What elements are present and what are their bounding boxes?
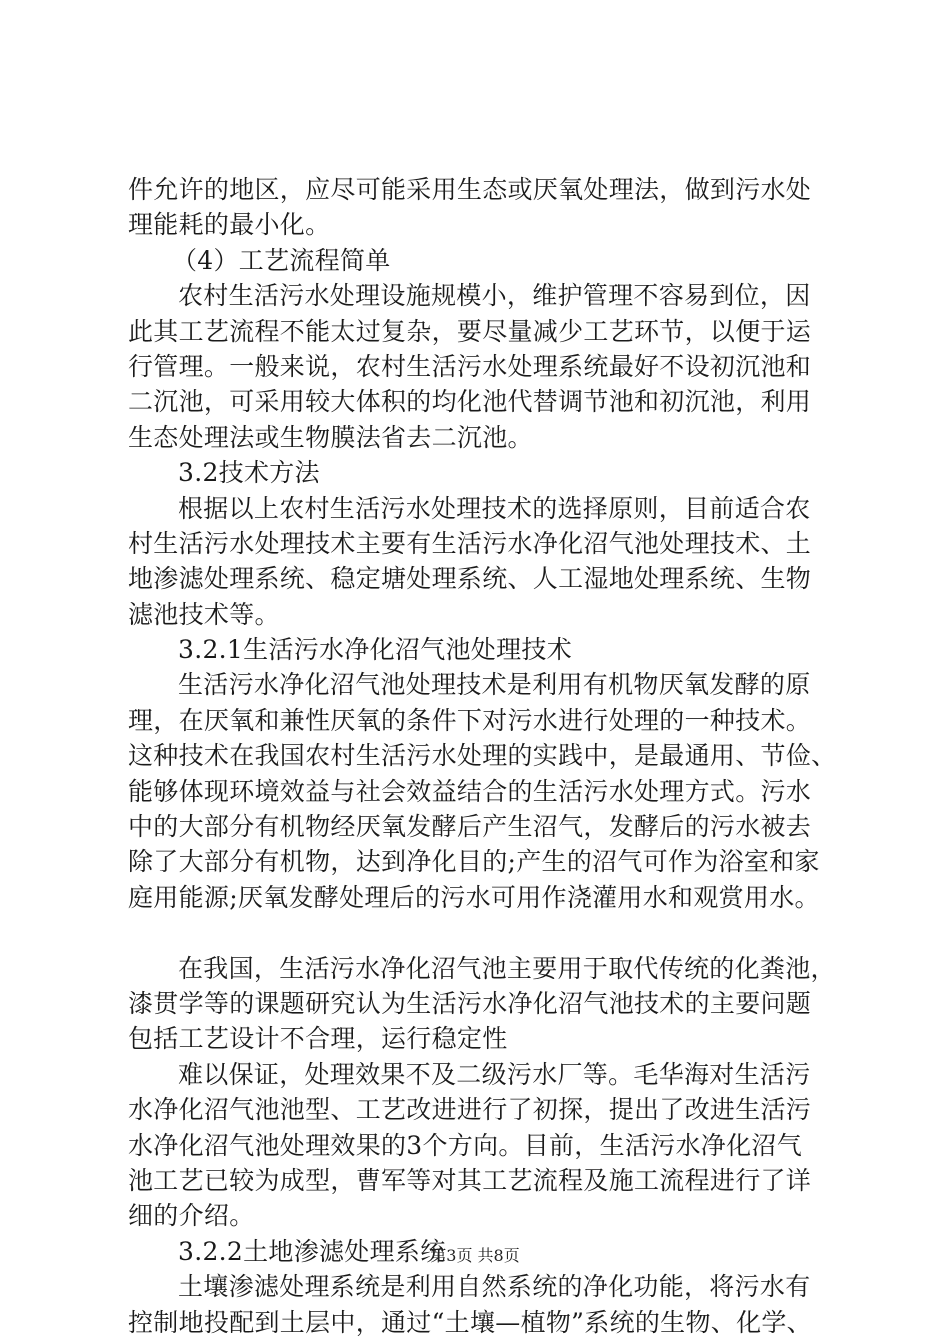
- text-line: 滤池技术等。: [128, 599, 280, 629]
- text-line: 水净化沼气池处理效果的3个方向。目前，生活污水净化沼气: [128, 1130, 803, 1160]
- page-footer: 第3页 共8页: [430, 1246, 520, 1265]
- text-line: 农村生活污水处理设施规模小，维护管理不容易到位，因: [178, 281, 811, 311]
- text-line: 行管理。一般来说，农村生活污水处理系统最好不设初沉池和: [128, 351, 812, 381]
- text-line: 件允许的地区，应尽可能采用生态或厌氧处理法，做到污水处: [128, 175, 812, 204]
- text-line: 这种技术在我国农村生活污水处理的实践中，是最通用、节俭、: [128, 741, 837, 771]
- text-line: 生活污水净化沼气池处理技术是利用有机物厌氧发酵的原: [178, 670, 811, 700]
- text-line: 根据以上农村生活污水处理技术的选择原则，目前适合农: [178, 493, 811, 523]
- text-line: 中的大部分有机物经厌氧发酵后产生沼气，发酵后的污水被去: [128, 812, 812, 842]
- text-line: 地渗滤处理系统、稳定塘处理系统、人工湿地处理系统、生物: [128, 564, 812, 594]
- text-line: 此其工艺流程不能太过复杂，要尽量减少工艺环节，以便于运: [128, 316, 812, 346]
- text-line: 控制地投配到土层中，通过“土壤—植物”系统的生物、化学、: [128, 1307, 812, 1337]
- document-body: [128, 172, 848, 1340]
- text-line: 庭用能源;厌氧发酵处理后的污水可用作浇灌用水和观赏用水。: [128, 882, 820, 912]
- text-line: 村生活污水处理技术主要有生活污水净化沼气池处理技术、土: [128, 528, 812, 558]
- section-heading: 3.2.1生活污水净化沼气池处理技术: [178, 635, 573, 665]
- text-line: 池工艺已较为成型，曹军等对其工艺流程及施工流程进行了详: [128, 1165, 812, 1195]
- section-heading: 3.2.2土地渗滤处理系统: [178, 1236, 446, 1266]
- text-line: 在我国，生活污水净化沼气池主要用于取代传统的化粪池，: [178, 953, 836, 983]
- section-heading: 3.2技术方法: [178, 458, 320, 488]
- text-line: 土壤渗滤处理系统是利用自然系统的净化功能，将污水有: [178, 1272, 811, 1302]
- text-line: 水净化沼气池池型、工艺改进进行了初探，提出了改进生活污: [128, 1095, 812, 1125]
- text-line: 能够体现环境效益与社会效益结合的生活污水处理方式。污水: [128, 776, 812, 806]
- text-line: 生态处理法或生物膜法省去二沉池。: [128, 422, 533, 452]
- text-line: 漆贯学等的课题研究认为生活污水净化沼气池技术的主要问题: [128, 988, 812, 1018]
- text-line: 理，在厌氧和兼性厌氧的条件下对污水进行处理的一种技术。: [128, 705, 812, 735]
- paragraph-gap: [128, 915, 848, 950]
- text-line: 难以保证，处理效果不及二级污水厂等。毛华海对生活污: [178, 1059, 811, 1089]
- text-line: 包括工艺设计不合理，运行稳定性: [128, 1024, 508, 1054]
- text-line: 二沉池，可采用较大体积的均化池代替调节池和初沉池，利用: [128, 387, 812, 417]
- subheading: （4）工艺流程简单: [172, 245, 391, 275]
- text-line: 除了大部分有机物，达到净化目的;产生的沼气可作为浴室和家: [128, 847, 820, 877]
- text-line: 细的介绍。: [128, 1201, 255, 1231]
- text-line: 理能耗的最小化。: [128, 210, 331, 240]
